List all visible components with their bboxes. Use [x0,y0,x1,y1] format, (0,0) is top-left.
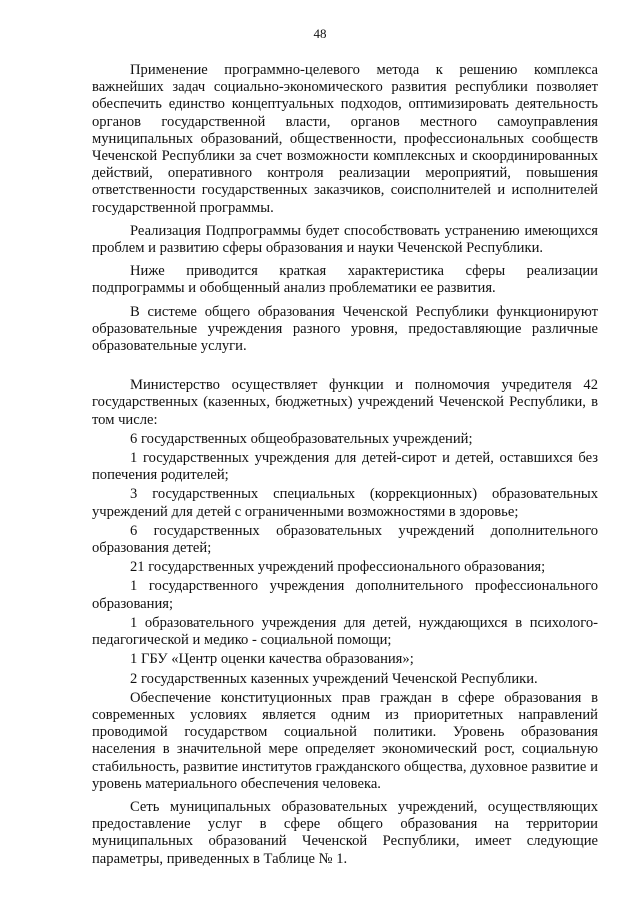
paragraph-program-method: Применение программно-целевого метода к решению комплекса важнейших задач социально-экономического развития республики позволяет обеспечить единство концептуальных подходов, оптимизировать деятельность органов государственной власти, органов местного самоуправления муниципальных образований, общественности, профессиональных сообществ Чеченской Республики за счет возможности комплексных и скоординированных действий, оперативного контроля реализации мероприятий, повышения ответственности государственных заказчиков, соисполнителей и исполнителей государственной программы. [92,62,598,216]
list-item: 1 ГБУ «Центр оценки качества образования»; [130,651,414,668]
paragraph-subprogram-implementation: Реализация Подпрограммы будет способствовать устранению имеющихся проблем и развитию сферы образования и науки Чеченской Республики. [92,222,598,257]
paragraph-brief-characteristic: Ниже приводится краткая характеристика сферы реализации подпрограммы и обобщенный анализ проблематики ее развития. [92,263,598,297]
document-body [92,62,598,874]
list-item: 21 государственных учреждений профессионального образования; [130,559,546,576]
paragraph-ministry-functions: Министерство осуществляет функции и полномочия учредителя 42 государственных (казенных, бюджетных) учреждений Чеченской Республики, в том числе: [92,377,598,428]
list-item: 1 образовательного учреждения для детей, нуждающихся в психолого-педагогической и медико - социальной помощи; [92,614,598,649]
paragraph-general-education-system: В системе общего образования Чеченской Республики функционируют образовательные учреждения разного уровня, предоставляющие различные образовательные услуги. [92,303,598,355]
list-item: 6 государственных образовательных учреждений дополнительного образования детей; [92,522,598,557]
paragraph-constitutional-rights: Обеспечение конституционных прав граждан в сфере образования в современных условиях является одним из приоритетных направлений проводимой государством социальной политики. Уровень образования населения в значительной мере определяет экономический рост, социальную стабильность, развитие институтов гражданского общества, духовное развитие и уровень материального обеспечения человека. [92,689,598,792]
list-item: 6 государственных общеобразовательных учреждений; [130,430,473,447]
list-item: 2 государственных казенных учреждений Чеченской Республики. [130,670,538,687]
page-number: 48 [313,26,327,41]
list-item: 1 государственных учреждения для детей-сирот и детей, оставшихся без попечения родителей; [92,450,598,484]
list-item: 1 государственного учреждения дополнительного профессионального образования; [92,578,598,612]
paragraph-municipal-network: Сеть муниципальных образовательных учреждений, осуществляющих предоставление услуг в сфере общего образования на территории муниципальных образований Чеченской Республики, имеет следующие параметры, приведенных в Таблице № 1. [92,798,598,867]
list-item: 3 государственных специальных (коррекционных) образовательных учреждений для детей с ограниченными возможностями в здоровье; [92,486,598,520]
